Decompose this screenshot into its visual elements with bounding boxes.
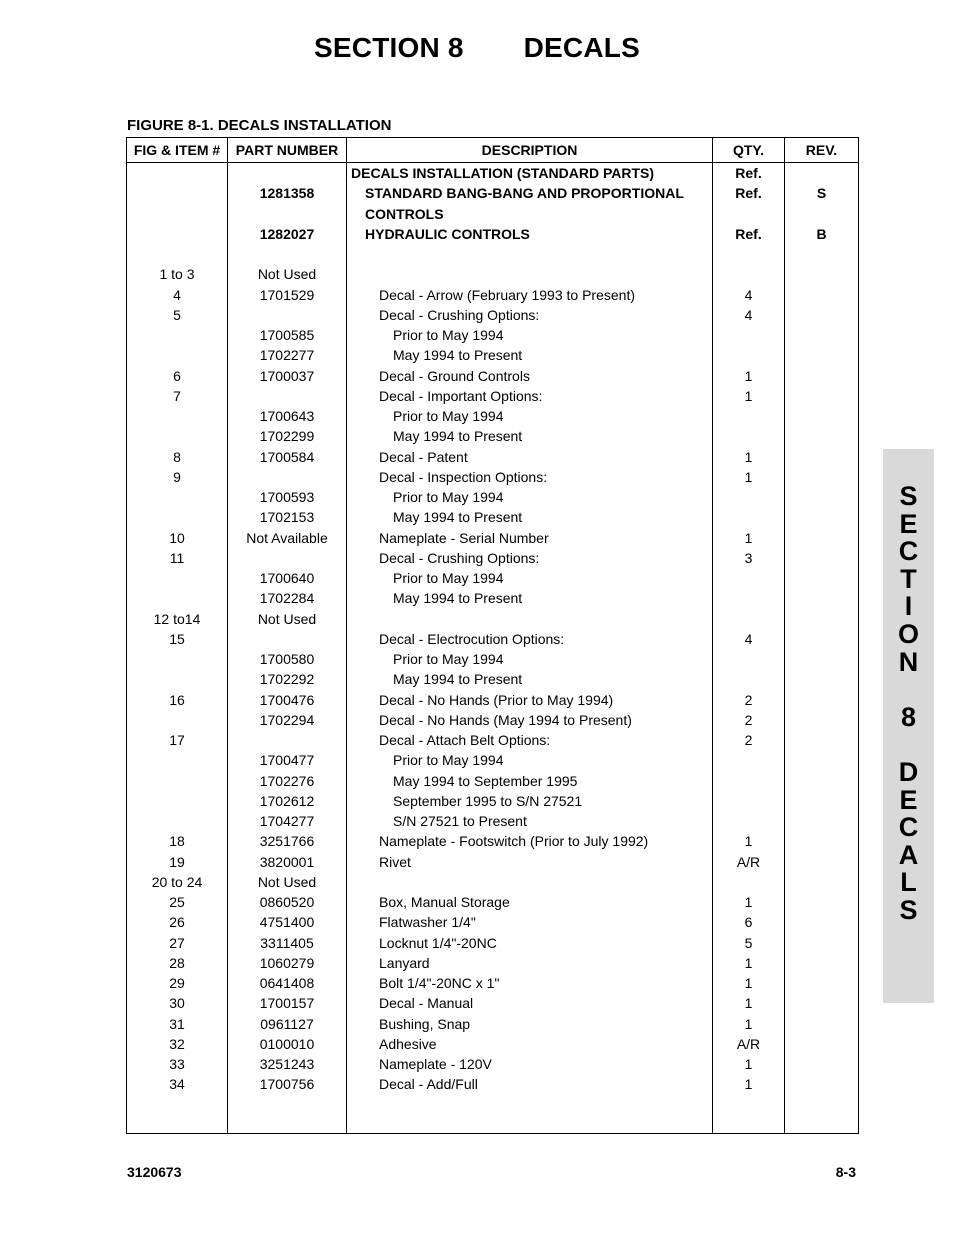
column-header-rev: REV.	[785, 138, 859, 163]
description-cell: Decal - Electrocution Options:	[379, 630, 565, 647]
qty-cell	[713, 264, 784, 284]
description-cell: Decal - Crushing Options:	[379, 306, 540, 323]
qty-cell	[713, 588, 784, 608]
description-cell	[347, 264, 712, 284]
description-cell: Decal - Arrow (February 1993 to Present)	[379, 286, 635, 303]
part-number-cell: 1700756	[259, 1076, 315, 1093]
description-cell: Lanyard	[379, 954, 430, 971]
rev-cell	[785, 649, 858, 669]
side-tab-letter: S	[899, 894, 918, 925]
parts-table	[126, 137, 859, 1134]
rev-cell	[785, 528, 858, 548]
rev-cell	[785, 669, 858, 689]
rev-cell	[785, 750, 858, 770]
side-tab-letters	[883, 449, 934, 925]
side-tab-letter: C	[898, 536, 919, 567]
rev-column	[785, 163, 859, 1134]
qty-cell: 1	[744, 529, 753, 546]
fig-item-cell	[127, 669, 227, 689]
part-number-cell: 1700037	[259, 367, 315, 384]
description-cell: Nameplate - Serial Number	[379, 529, 549, 546]
description-cell: Decal - Crushing Options:	[379, 549, 540, 566]
fig-item-cell	[127, 224, 227, 244]
part-number-cell: 3311405	[260, 934, 314, 951]
side-tab-letter: O	[897, 618, 919, 649]
fig-item-cell	[127, 183, 227, 203]
description-cell	[347, 244, 712, 264]
part-number-cell: 1702284	[259, 590, 315, 607]
side-tab-letter: T	[900, 563, 917, 594]
rev-cell	[785, 467, 858, 487]
qty-cell: A/R	[736, 853, 761, 870]
qty-cell: A/R	[736, 1035, 761, 1052]
qty-cell	[713, 568, 784, 588]
description-cell: Bolt 1/4"-20NC x 1"	[379, 975, 500, 991]
qty-cell: 4	[744, 306, 753, 323]
qty-cell: Ref.	[735, 185, 762, 202]
rev-cell	[785, 609, 858, 629]
description-cell: May 1994 to September 1995	[393, 772, 578, 789]
part-number-cell: 1700476	[259, 691, 315, 708]
qty-cell: 5	[744, 934, 753, 951]
qty-cell	[713, 750, 784, 770]
rev-cell	[785, 852, 858, 872]
qty-cell	[713, 487, 784, 507]
side-tab-letter: E	[899, 784, 918, 815]
rev-cell	[785, 264, 858, 284]
part-number-cell: 1700157	[259, 995, 315, 1012]
description-cell: Bushing, Snap	[379, 1015, 471, 1032]
rev-cell	[785, 507, 858, 527]
qty-cell: 4	[744, 630, 753, 647]
rev-cell	[785, 771, 858, 791]
description-cell: Prior to May 1994	[393, 489, 504, 505]
side-tab-letter: A	[898, 839, 919, 870]
fig-item-column	[127, 163, 228, 1134]
part-number-cell	[228, 163, 346, 183]
part-number-cell	[228, 467, 346, 487]
column-header-qty: QTY.	[713, 138, 785, 163]
rev-cell	[785, 285, 858, 305]
description-cell: STANDARD BANG-BANG AND PROPORTIONAL	[365, 185, 684, 202]
fig-item-cell: 8	[173, 448, 181, 465]
rev-cell	[785, 345, 858, 365]
part-number-column	[228, 163, 347, 1134]
qty-cell	[713, 669, 784, 689]
qty-cell: 2	[744, 691, 753, 708]
part-number-cell	[228, 305, 346, 325]
fig-item-cell: 32	[169, 1035, 185, 1052]
part-number-cell: 1700593	[259, 489, 315, 505]
fig-item-cell	[127, 345, 227, 365]
side-tab-letter: N	[898, 646, 919, 677]
rev-cell	[785, 244, 858, 264]
qty-cell	[713, 609, 784, 629]
rev-cell	[785, 933, 858, 953]
description-cell: May 1994 to Present	[393, 509, 523, 526]
fig-item-cell: 33	[169, 1056, 185, 1072]
section-number: SECTION 8	[314, 32, 464, 63]
fig-item-cell: 1 to 3	[159, 266, 195, 283]
fig-item-cell: 34	[169, 1076, 185, 1093]
rev-cell	[785, 811, 858, 831]
rev-cell	[785, 568, 858, 588]
description-cell: Decal - No Hands (May 1994 to Present)	[379, 711, 632, 728]
description-cell: Flatwasher 1/4"	[379, 914, 476, 931]
part-number-cell: 1702153	[259, 509, 315, 526]
qty-cell	[713, 325, 784, 345]
qty-cell	[713, 507, 784, 527]
rev-cell: S	[816, 185, 827, 202]
part-number-cell: 0860520	[259, 894, 315, 910]
qty-column	[713, 163, 785, 1134]
fig-item-cell	[127, 568, 227, 588]
part-number-cell: Not Used	[257, 610, 317, 627]
description-cell	[347, 872, 712, 892]
qty-cell: 1	[744, 448, 753, 465]
description-cell	[347, 609, 712, 629]
qty-cell	[713, 872, 784, 892]
part-number-cell: 1700643	[259, 408, 315, 424]
fig-item-cell: 26	[169, 914, 185, 931]
description-cell: Locknut 1/4"-20NC	[379, 934, 497, 951]
part-number-cell: 1702299	[259, 428, 315, 445]
column-header-description: DESCRIPTION	[347, 138, 713, 163]
fig-item-cell: 6	[173, 367, 181, 384]
fig-item-cell	[127, 487, 227, 507]
part-number-cell: 1700584	[259, 448, 315, 465]
fig-item-cell	[127, 750, 227, 770]
qty-cell	[713, 791, 784, 811]
qty-cell	[713, 204, 784, 224]
part-number-cell	[228, 204, 346, 224]
description-cell: Decal - Add/Full	[379, 1076, 478, 1093]
fig-item-cell	[127, 791, 227, 811]
rev-cell	[785, 973, 858, 993]
fig-item-cell: 19	[169, 853, 185, 870]
part-number-cell: 1060279	[259, 954, 315, 971]
rev-cell	[785, 872, 858, 892]
rev-cell	[785, 690, 858, 710]
qty-cell: 1	[744, 954, 753, 971]
fig-item-cell: 28	[169, 954, 185, 971]
qty-cell: Ref.	[735, 225, 762, 242]
part-number-cell: 1281358	[259, 185, 315, 202]
rev-cell	[785, 204, 858, 224]
column-header-part-number: PART NUMBER	[228, 138, 347, 163]
rev-cell	[785, 791, 858, 811]
rev-cell	[785, 1034, 858, 1054]
part-number-cell: 0100010	[259, 1035, 315, 1052]
fig-item-cell: 18	[169, 833, 185, 850]
part-number-cell	[228, 730, 346, 750]
description-column	[347, 163, 713, 1134]
part-number-cell: 1282027	[259, 225, 315, 242]
part-number-cell: Not Used	[257, 266, 317, 283]
rev-cell	[785, 831, 858, 851]
table-header-row	[127, 138, 859, 163]
qty-cell: 1	[744, 995, 753, 1012]
fig-item-cell	[127, 710, 227, 730]
qty-cell	[713, 244, 784, 264]
rev-cell	[785, 993, 858, 1013]
side-tab-spacer	[883, 676, 934, 704]
rev-cell	[785, 366, 858, 386]
fig-item-cell	[127, 649, 227, 669]
fig-item-cell: 10	[169, 529, 185, 546]
rev-cell	[785, 163, 858, 183]
rev-cell	[785, 386, 858, 406]
description-cell: HYDRAULIC CONTROLS	[365, 225, 530, 242]
fig-item-cell	[127, 406, 227, 426]
part-number-cell: 1700580	[259, 651, 315, 667]
part-number-cell: 1702277	[259, 347, 315, 364]
description-cell: May 1994 to Present	[393, 671, 523, 688]
fig-item-cell	[127, 204, 227, 224]
fig-item-cell	[127, 163, 227, 183]
part-number-cell	[228, 244, 346, 264]
qty-cell: 2	[744, 732, 753, 748]
description-cell: Box, Manual Storage	[379, 894, 510, 910]
part-number-cell	[228, 548, 346, 568]
description-cell: Decal - Manual	[379, 995, 474, 1012]
fig-item-cell	[127, 771, 227, 791]
description-cell: Nameplate - Footswitch (Prior to July 1992)	[379, 833, 649, 850]
fig-item-cell: 15	[169, 630, 185, 647]
rev-cell	[785, 305, 858, 325]
rev-cell	[785, 912, 858, 932]
rev-cell: B	[816, 225, 827, 242]
qty-cell	[713, 406, 784, 426]
description-cell: Decal - Patent	[379, 448, 468, 465]
side-tab-letter: E	[899, 508, 918, 539]
fig-item-cell: 12 to14	[153, 610, 201, 627]
rev-cell	[785, 1014, 858, 1034]
part-number-cell	[228, 629, 346, 649]
part-number-cell: Not Available	[246, 529, 328, 546]
part-number-cell: 1700640	[259, 570, 315, 586]
part-number-cell: 3820001	[259, 853, 315, 870]
part-number-cell: 3251766	[259, 833, 315, 850]
figure-title: FIGURE 8-1. DECALS INSTALLATION	[127, 117, 392, 134]
fig-item-cell: 11	[169, 549, 185, 566]
qty-cell: 1	[744, 833, 753, 850]
fig-item-cell: 17	[169, 732, 185, 748]
description-cell: Prior to May 1994	[393, 408, 504, 424]
rev-cell	[785, 487, 858, 507]
fig-item-cell: 9	[173, 468, 181, 485]
part-number-cell: 1700585	[259, 327, 315, 343]
description-cell: Adhesive	[379, 1035, 437, 1052]
qty-cell	[713, 811, 784, 831]
fig-item-cell: 7	[173, 387, 181, 404]
page-title	[0, 32, 954, 64]
footer-doc-number: 3120673	[127, 1164, 182, 1180]
qty-cell: 3	[744, 549, 753, 566]
rev-cell	[785, 426, 858, 446]
description-cell: Prior to May 1994	[393, 651, 504, 667]
description-cell: S/N 27521 to Present	[393, 813, 527, 829]
rev-cell	[785, 1074, 858, 1094]
qty-cell: Ref.	[735, 165, 762, 181]
fig-item-cell: 29	[169, 975, 185, 991]
description-cell: Prior to May 1994	[393, 327, 504, 343]
qty-cell: 1	[744, 367, 753, 384]
side-tab-letter: I	[904, 591, 913, 622]
part-number-cell: 0641408	[259, 975, 315, 991]
rev-cell	[785, 892, 858, 912]
rev-cell	[785, 406, 858, 426]
fig-item-cell	[127, 426, 227, 446]
qty-cell: 1	[744, 1015, 753, 1032]
qty-cell: 1	[744, 1056, 753, 1072]
fig-item-cell: 5	[173, 306, 181, 323]
qty-cell: 1	[744, 468, 753, 485]
part-number-cell	[228, 386, 346, 406]
qty-cell: 4	[744, 286, 753, 303]
qty-cell: 6	[744, 914, 753, 931]
side-tab-letter: 8	[900, 701, 917, 732]
footer-page-number: 8-3	[835, 1164, 856, 1180]
description-cell: Decal - Ground Controls	[379, 367, 530, 384]
rev-cell	[785, 953, 858, 973]
fig-item-cell: 30	[169, 995, 185, 1012]
part-number-cell: Not Used	[257, 873, 317, 890]
qty-cell	[713, 426, 784, 446]
description-cell: September 1995 to S/N 27521	[393, 792, 583, 809]
description-cell: Decal - Important Options:	[379, 387, 543, 404]
description-cell: May 1994 to Present	[393, 347, 523, 364]
part-number-cell: 1702294	[259, 711, 315, 728]
section-name: DECALS	[523, 32, 640, 63]
part-number-cell: 1702292	[259, 671, 315, 688]
qty-cell: 1	[744, 387, 753, 404]
qty-cell	[713, 649, 784, 669]
rev-cell	[785, 629, 858, 649]
qty-cell: 1	[744, 1076, 753, 1093]
part-number-cell: 4751400	[259, 914, 315, 931]
description-cell: DECALS INSTALLATION (STANDARD PARTS)	[351, 165, 655, 181]
description-cell: Decal - No Hands (Prior to May 1994)	[379, 691, 614, 708]
rev-cell	[785, 447, 858, 467]
side-tab-letter: S	[899, 481, 918, 511]
qty-cell: 2	[744, 711, 753, 728]
fig-item-cell: 31	[169, 1015, 185, 1032]
description-cell: CONTROLS	[365, 205, 444, 222]
qty-cell: 1	[744, 975, 753, 991]
part-number-cell: 3251243	[259, 1056, 315, 1072]
fig-item-cell	[127, 244, 227, 264]
fig-item-cell: 20 to 24	[151, 873, 203, 890]
side-tab-letter: D	[898, 756, 919, 787]
fig-item-cell	[127, 811, 227, 831]
side-tab-letter: L	[900, 867, 917, 898]
part-number-cell: 1701529	[259, 286, 315, 303]
description-cell: Prior to May 1994	[393, 570, 504, 586]
side-tab-spacer	[883, 731, 934, 759]
part-number-cell: 1702612	[259, 792, 315, 809]
rev-cell	[785, 588, 858, 608]
rev-cell	[785, 325, 858, 345]
description-cell: Nameplate - 120V	[379, 1056, 492, 1072]
fig-item-cell: 16	[169, 691, 185, 708]
section-side-tab	[883, 449, 934, 1003]
description-cell: May 1994 to Present	[393, 428, 523, 445]
fig-item-cell: 27	[169, 934, 185, 951]
part-number-cell: 1700477	[259, 752, 315, 769]
fig-item-cell: 25	[169, 894, 185, 910]
qty-cell	[713, 345, 784, 365]
fig-item-cell	[127, 325, 227, 345]
description-cell: May 1994 to Present	[393, 590, 523, 607]
rev-cell	[785, 730, 858, 750]
table-body-row	[127, 163, 859, 1134]
fig-item-cell	[127, 588, 227, 608]
fig-item-cell	[127, 507, 227, 527]
part-number-cell: 1704277	[259, 813, 315, 829]
description-cell: Decal - Inspection Options:	[379, 468, 548, 485]
rev-cell	[785, 710, 858, 730]
side-tab-letter: C	[898, 812, 919, 843]
rev-cell	[785, 548, 858, 568]
description-cell: Prior to May 1994	[393, 752, 504, 769]
description-cell: Rivet	[379, 853, 411, 870]
fig-item-cell: 4	[173, 286, 181, 303]
description-cell: Decal - Attach Belt Options:	[379, 732, 551, 748]
qty-cell: 1	[744, 894, 753, 910]
qty-cell	[713, 771, 784, 791]
column-header-fig-item: FIG & ITEM #	[127, 138, 228, 163]
part-number-cell: 1702276	[259, 772, 315, 789]
rev-cell	[785, 1054, 858, 1074]
part-number-cell: 0961127	[260, 1015, 314, 1032]
